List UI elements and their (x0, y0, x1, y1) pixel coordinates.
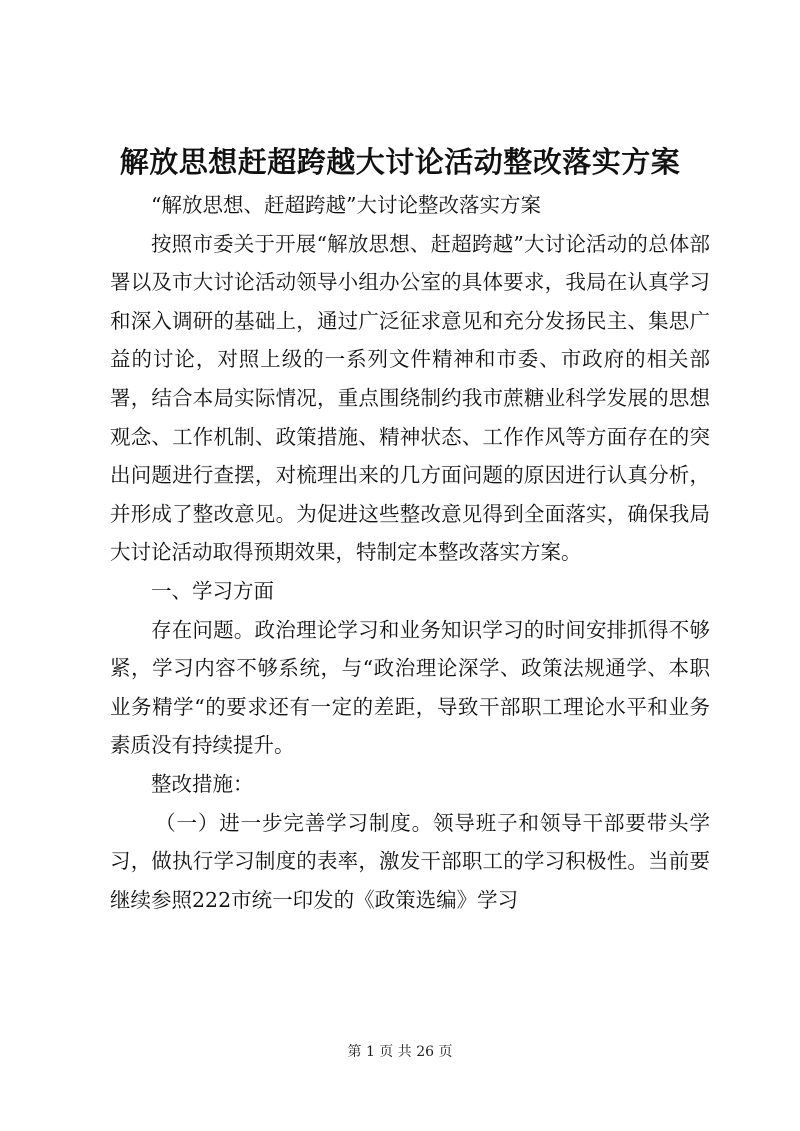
document-body (110, 186, 710, 919)
problem-paragraph: 存在问题。政治理论学习和业务知识学习的时间安排抓得不够紧，学习内容不够系统，与“政治理论深学、政策法规通学、本职业务精学“的要求还有一定的差距，导致干部职工理论水平和业务素质没有持续提升。 (110, 617, 710, 758)
subtitle-paragraph: “解放思想、赶超跨越”大讨论整改落实方案 (151, 193, 541, 217)
intro-paragraph: 按照市委关于开展“解放思想、赶超跨越”大讨论活动的总体部署以及市大讨论活动领导小组办公室的具体要求，我局在认真学习和深入调研的基础上，通过广泛征求意见和充分发扬民主、集思广益的讨论，对照上级的一系列文件精神和市委、市政府的相关部署，结合本局实际情况，重点围绕制约我市蔗糖业科学发展的思想观念、工作机制、政策措施、精神状态、工作作风等方面存在的突出问题进行查摆，对梳理出来的几方面问题的原因进行认真分析，并形成了整改意见。为促进这些整改意见得到全面落实，确保我局大讨论活动取得预期效果，特制定本整改落实方案。 (110, 231, 710, 565)
page-footer: 第 1 页 共 26 页 (347, 1044, 453, 1060)
measures-heading: 整改措施： (151, 771, 254, 796)
section-heading-study: 一、学习方面 (151, 578, 274, 603)
measure-item-1: （一）进一步完善学习制度。领导班子和领导干部要带头学习，做执行学习制度的表率，激发干部职工的学习积极性。当前要继续参照222市统一印发的《政策选编》学习 (110, 810, 710, 912)
document-title: 解放思想赶超跨越大讨论活动整改落实方案 (119, 145, 681, 179)
